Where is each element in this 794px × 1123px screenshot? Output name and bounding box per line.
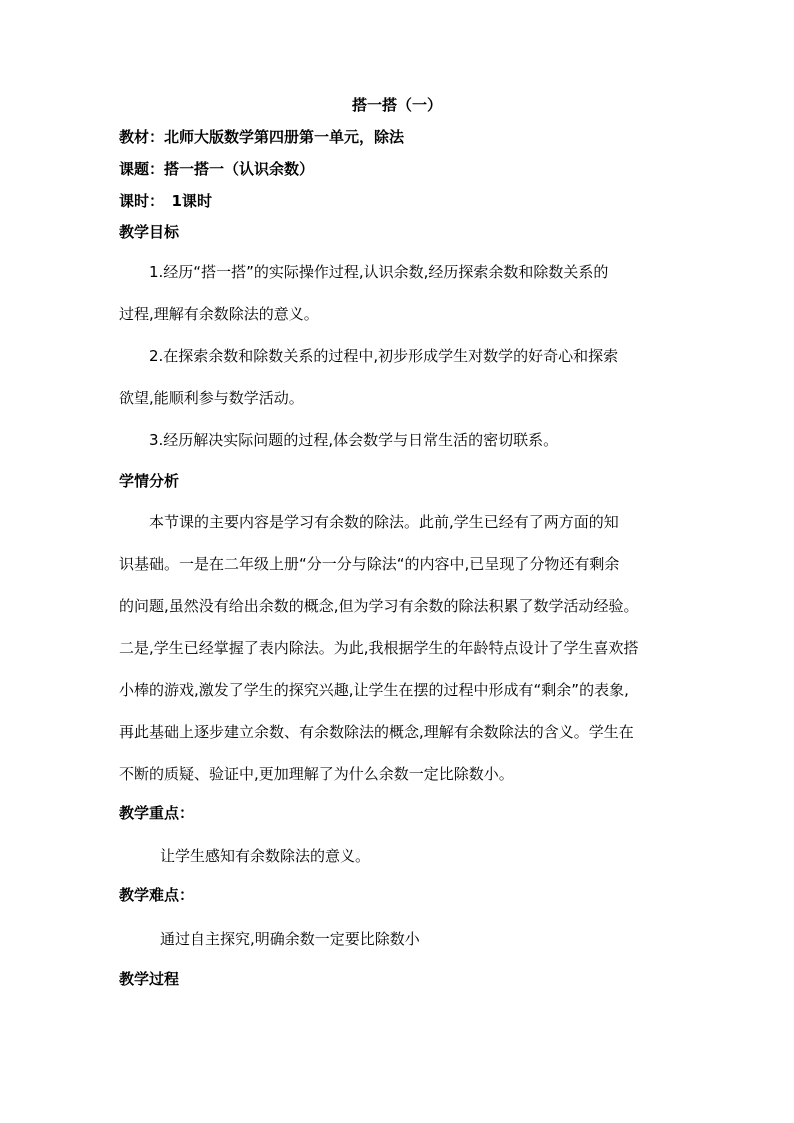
analysis-line-4: 二是,学生已经掌握了表内除法。为此,我根据学生的年龄特点设计了学生喜欢搭 — [119, 639, 639, 657]
process-heading: 教学过程 — [119, 970, 180, 988]
objectives-heading: 教学目标 — [119, 223, 180, 241]
analysis-heading: 学情分析 — [119, 472, 180, 490]
difficulty-heading: 教学难点： — [119, 886, 195, 904]
document-title: 搭一搭（一） — [351, 96, 442, 114]
objective-3 — [119, 419, 679, 461]
analysis-line-5: 小棒的游戏,激发了学生的探究兴趣,让学生在摆的过程中形成有“剩余”的表象, — [119, 681, 629, 699]
analysis-line-7: 不断的质疑、验证中,更加理解了为什么余数一定比除数小。 — [119, 765, 514, 783]
analysis-paragraph — [119, 501, 679, 795]
objective-2-line-2: 欲望,能顺利参与数学活动。 — [119, 389, 304, 407]
objective-1 — [119, 251, 679, 335]
objective-2 — [119, 335, 679, 419]
analysis-line-2: 识基础。一是在二年级上册“分一分与除法“的内容中,已呈现了分物还有剩余 — [119, 555, 620, 573]
analysis-line-3: 的问题,虽然没有给出余数的概念,但为学习有余数的除法积累了数学活动经验。 — [119, 597, 639, 615]
key-points-text: 让学生感知有余数除法的意义。 — [160, 847, 371, 865]
topic-line: 课题：搭一搭一（认识余数） — [119, 160, 315, 178]
analysis-line-1: 本节课的主要内容是学习有余数的除法。此前,学生已经有了两方面的知 — [119, 513, 619, 531]
objective-1-line-1: 1.经历“搭一搭”的实际操作过程,认识余数,经历探索余数和除数关系的 — [119, 263, 609, 281]
textbook-line: 教材：北师大版数学第四册第一单元，除法 — [119, 128, 405, 146]
period-line: 课时： 1课时 — [119, 192, 212, 210]
objective-2-line-1: 2.在探索余数和除数关系的过程中,初步形成学生对数学的好奇心和探索 — [119, 347, 619, 365]
analysis-line-6: 再此基础上逐步建立余数、有余数除法的概念,理解有余数除法的含义。学生在 — [119, 723, 634, 741]
key-points-heading: 教学重点： — [119, 804, 195, 822]
objective-1-line-2: 过程,理解有余数除法的意义。 — [119, 305, 319, 323]
difficulty-text: 通过自主探究,明确余数一定要比除数小 — [160, 930, 420, 948]
objective-3-line-1: 3.经历解决实际问题的过程,体会数学与日常生活的密切联系。 — [119, 431, 559, 449]
